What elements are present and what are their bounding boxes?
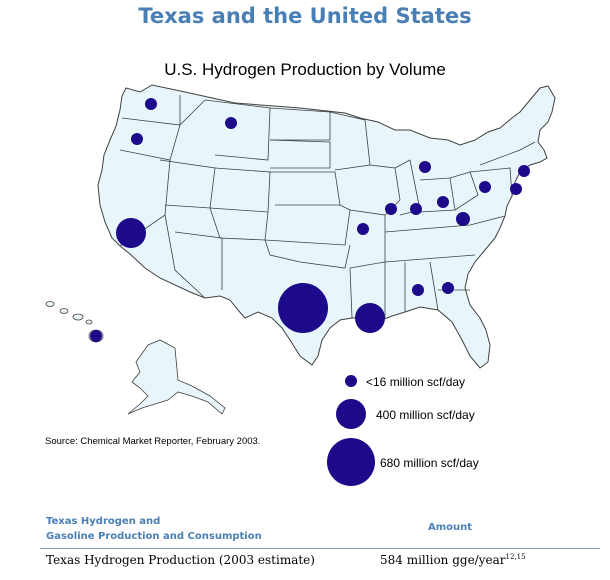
map-title: U.S. Hydrogen Production by Volume — [164, 60, 446, 79]
table-row — [40, 553, 600, 575]
table-header-amount: Amount — [428, 522, 473, 533]
marker-pennsylvania — [479, 181, 491, 193]
legend-medium-marker — [336, 399, 366, 429]
marker-west-virginia — [456, 212, 470, 226]
marker-louisiana — [355, 303, 385, 333]
row-label: Texas Hydrogen Production (2003 estimate) — [46, 553, 315, 567]
legend — [327, 375, 375, 486]
legend-label-medium: 400 million scf/day — [376, 408, 475, 422]
marker-alabama — [412, 284, 424, 296]
marker-new-jersey — [510, 183, 522, 195]
alaska — [128, 340, 225, 414]
row-references: 12,15 — [505, 553, 526, 561]
marker-indiana — [410, 203, 422, 215]
legend-label-large: 680 million scf/day — [380, 456, 479, 470]
map-source: Source: Chemical Market Reporter, February 2003. — [45, 436, 261, 447]
contiguous-us-outline — [98, 85, 555, 368]
marker-california — [116, 218, 146, 248]
legend-small-marker — [345, 375, 357, 387]
row-amount-cell — [380, 553, 526, 567]
marker-illinois — [385, 203, 397, 215]
legend-large-marker — [327, 438, 375, 486]
table-header-label — [46, 514, 262, 544]
marker-michigan — [419, 161, 431, 173]
table-header-line1: Texas Hydrogen and — [46, 516, 161, 527]
marker-oregon — [131, 133, 143, 145]
marker-connecticut — [518, 165, 530, 177]
marker-washington — [145, 98, 157, 110]
marker-georgia — [442, 282, 454, 294]
table-header-line2: Gasoline Production and Consumption — [46, 531, 262, 542]
table-header — [40, 510, 600, 549]
marker-montana — [225, 117, 237, 129]
legend-label-small: <16 million scf/day — [366, 375, 466, 389]
marker-kansas-missouri — [357, 223, 369, 235]
marker-texas — [278, 283, 328, 333]
marker-hawaii — [90, 330, 102, 342]
page-title: Texas and the United States — [138, 4, 472, 28]
row-amount: 584 million gge/year — [380, 553, 506, 567]
marker-ohio — [437, 196, 449, 208]
